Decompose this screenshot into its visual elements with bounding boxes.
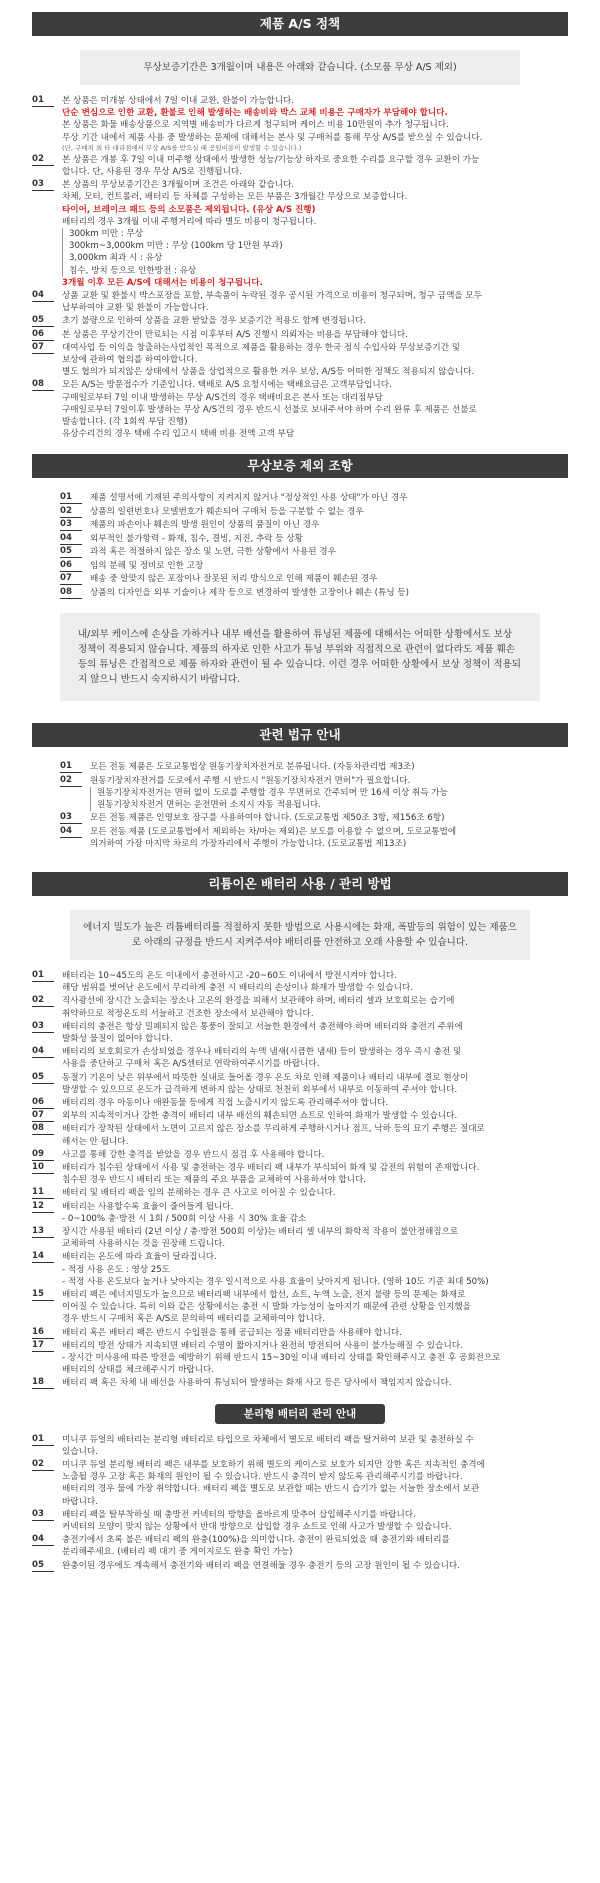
sub-line: 3,000km 최과 시 : 유상	[69, 253, 163, 264]
item-text	[62, 1459, 568, 1508]
item-number: 01	[32, 1434, 54, 1446]
item-number: 06	[60, 560, 82, 572]
sub-line: 원동기장치자전거 면허는 운전면허 소지시 자동 적용됩니다.	[97, 800, 321, 811]
item-line: 발송합니다. (각 1회씩 부담 진행)	[62, 417, 188, 428]
item-text	[62, 1560, 568, 1572]
sub-line: 300km 미만 : 무상	[69, 229, 144, 240]
sub-line: 원동기장치자전거는 면허 없이 도로를 주행할 경우 무면허로 간주되며 만 16세 이상 취득 가능	[97, 787, 448, 798]
list-item	[32, 1226, 568, 1250]
item-line: 배터리 팩을 탈부착하실 때 충방전 커넥터의 방향을 올바르게 맞추어 삽입해주시기를 바랍니다.	[62, 1509, 416, 1520]
list-item	[32, 1187, 568, 1199]
list-item	[32, 1046, 568, 1070]
item-line: 배터리의 충전은 항상 밀폐되지 않은 통풍이 잘되고 서늘한 환경에서 충전해야 하며 배터리와 충전기 주위에	[62, 1021, 463, 1032]
item-text	[62, 1162, 568, 1186]
item-number: 06	[32, 329, 54, 341]
item-line: 보상에 관하여 협의를 하여야합니다.	[62, 355, 198, 366]
list-item	[32, 379, 568, 440]
list-item	[32, 329, 568, 341]
sub-line: 300km~3,000km 미만 : 무상 (100km 당 1만원 부과)	[69, 241, 283, 252]
item-text	[62, 1226, 568, 1250]
item-number: 02	[60, 506, 82, 518]
item-line: 초기 불량으로 인하여 상품을 교환 받았을 경우 보증기간 적용도 함께 변경됩니다.	[62, 316, 367, 327]
sub-list	[90, 787, 540, 811]
item-text: 제품 설명서에 기재된 주의사항이 지켜지지 않거나 "정상적인 사용 상태"가 아닌 경우	[90, 493, 408, 504]
list-item	[60, 761, 540, 773]
item-line: 배터리가 침수된 상태에서 사용 및 충전하는 경우 배터리 팩 내부가 부식되어 화재 및 감전의 위험이 존재합니다.	[62, 1162, 480, 1173]
item-number: 08	[60, 587, 82, 599]
list-item	[32, 342, 568, 379]
item-line: 배터리는 10~45도의 온도 이내에서 충전하시고 -20~60도 이내에서 방전시켜야 합니다.	[62, 970, 397, 981]
list-item	[32, 1110, 568, 1122]
list-item	[32, 1149, 568, 1161]
item-line: 커넥터의 모양이 맞지 않는 상황에서 반대 방향으로 삽입할 경우 쇼트로 인해 사고가 발생할 수 있습니다.	[62, 1522, 452, 1533]
laws-list	[60, 761, 540, 849]
item-line: 대여사업 등 이익을 창출하는사업적인 목적으로 제품을 활용하는 경우 한국 정식 수입사와 무상보증기간 및	[62, 342, 461, 353]
item-line: 배터리의 경우 3개월 이내 주행거리에 따라 별도 비용이 청구됩니다.	[62, 216, 317, 227]
list-item	[32, 1162, 568, 1186]
item-line: 미니쿠 듀얼 분리형 배터리 팩은 내부를 보호하기 위해 별도의 케이스로 보호가 되지만 강한 혹은 지속적인 충격에	[62, 1460, 485, 1471]
item-line: 취약하므로 적정온도의 서늘하고 건조한 장소에서 보관해야 합니다.	[62, 1008, 314, 1019]
item-number: 01	[60, 761, 82, 773]
item-text	[62, 1046, 568, 1070]
list-item	[32, 1072, 568, 1096]
list-item	[32, 995, 568, 1019]
item-number: 03	[60, 812, 82, 824]
item-text: 외부적인 불가항력 - 화재, 침수, 결빙, 지진, 추락 등 상황	[90, 533, 303, 544]
section-title-battery: 리튬이온 배터리 사용 / 관리 방법	[32, 872, 568, 896]
item-number: 09	[32, 1149, 54, 1161]
item-text	[62, 154, 568, 178]
tuning-notice: 내/외부 케이스에 손상을 가하거나 내부 배선을 활용하여 튜닝된 제품에 대해서는 어떠한 상황에서도 보상 정책이 적용되지 않습니다. 제품의 하자로 인한 사고가 튜닝 부위와 직접적으로 관련이 없다라도 제품 훼손 등의 튜닝은 간접적으로 제품 하자와 관련이 될 수 있습니다. 이런 경우 어떠한 상황에서 보상 정책이 적용되지 않으니 반드시 숙지하시기 바랍니다.	[60, 613, 540, 701]
list-item	[32, 1560, 568, 1572]
item-text	[62, 1327, 568, 1339]
list-item	[32, 1327, 568, 1339]
item-line: 납부하여야 교환 및 환불이 가능합니다.	[62, 303, 209, 314]
item-line: 발생할 수 있으므로 온도가 급격하게 변하지 않는 상태로 천천히 외부에서 내부로 이동하여 주셔야 합니다.	[62, 1084, 458, 1095]
list-item	[32, 1123, 568, 1147]
item-line: 분리해주세요. (배터리 팩 대기 중 게이지로도 완충 확인 가능)	[62, 1547, 293, 1558]
item-line: 본 상품은 무상기간이 만료되는 시점 이후부터 A/S 진행시 의뢰자는 비용을 부담해야 합니다.	[62, 329, 408, 340]
item-number: 03	[32, 179, 54, 191]
list-item	[32, 1289, 568, 1326]
item-number: 07	[32, 342, 54, 354]
item-number: 05	[60, 546, 82, 558]
item-line: 해서는 안 됩니다.	[62, 1136, 129, 1147]
item-number: 03	[32, 1509, 54, 1521]
item-number: 02	[32, 1459, 54, 1471]
exclusions-list	[60, 492, 540, 599]
item-text	[90, 826, 540, 850]
item-line: 타이어, 브레이크 패드 등의 소모품은 제외됩니다. (유상 A/S 진행)	[62, 204, 316, 215]
list-item	[60, 506, 540, 519]
item-line: 유상수리건의 경우 택배 수리 입고시 택배 비용 전액 고객 부담	[62, 429, 295, 440]
item-number: 02	[60, 775, 82, 787]
item-line: 경우 반드시 구매처 혹은 A/S로 문의하여 배터리를 교체하여야 합니다.	[62, 1314, 325, 1325]
item-line: 있습니다.	[62, 1446, 98, 1457]
item-number: 04	[32, 290, 54, 302]
item-text	[62, 1251, 568, 1288]
item-line: 배터리의 상태를 체크해주시기 바랍니다.	[62, 1365, 215, 1376]
item-line: 침수된 경우 반드시 배터리 또는 제품의 주요 부품을 교체하여 사용하셔야 합니다.	[62, 1175, 367, 1186]
item-number: 03	[32, 1021, 54, 1033]
item-text	[62, 379, 568, 440]
list-item	[32, 1509, 568, 1533]
warranty-notice: 무상보증기간은 3개월이며 내용은 아래와 같습니다. (소모품 무상 A/S 제외)	[80, 50, 520, 85]
list-item	[32, 1459, 568, 1508]
item-line: 완충이된 경우에도 계속해서 충전기와 배터리 팩을 연결해둘 경우 충전기 등의 고장 원인이 될 수 있습니다.	[62, 1560, 460, 1571]
item-number: 12	[32, 1201, 54, 1213]
item-text	[62, 1149, 568, 1161]
item-text	[62, 95, 568, 153]
item-text: 배송 중 알맞지 않은 포장이나 잘못된 처리 방식으로 인해 제품이 훼손된 경우	[90, 574, 378, 585]
list-item	[60, 546, 540, 559]
item-number: 16	[32, 1327, 54, 1339]
item-line: 배터리 혹은 배터리 팩은 반드시 수입원을 통해 공급되는 정품 배터리만을 사용해야 합니다.	[62, 1327, 402, 1338]
item-line: 미니쿠 듀얼의 배터리는 분리형 배터리로 타입으로 차체에서 별도로 배터리 팩을 탈거하여 보관 및 충전하실 수	[62, 1434, 474, 1445]
item-number: 11	[32, 1187, 54, 1199]
item-line: 이어질 수 있습니다. 특히 이와 같은 상황에서는 충전 시 발화 가능성이 높아지기 때문에 관련 상황을 인지했을	[62, 1302, 471, 1313]
list-item	[32, 1201, 568, 1225]
item-number: 17	[32, 1340, 54, 1352]
item-number: 07	[60, 573, 82, 585]
item-text	[62, 1289, 568, 1326]
item-line: 배터리의 경우 아동이나 애완동물 등에게 직접 노출시키지 않도록 관리해주셔야 합니다.	[62, 1097, 389, 1108]
battery-notice: 에너지 밀도가 높은 리튬배터리를 적절하지 못한 방법으로 사용시에는 화재, 폭발등의 위험이 있는 제품으로 아래의 규정을 반드시 지켜주셔야 배터리를 안전하고 오래 사용할 수 있습니다.	[70, 910, 530, 960]
item-text	[90, 761, 540, 773]
list-item	[60, 587, 540, 600]
item-text	[62, 1110, 568, 1122]
item-number: 05	[32, 315, 54, 327]
list-item	[32, 1377, 568, 1389]
item-line: 본 상품은 개봉 후 7일 이내 미주행 상태에서 발생한 성능/기능상 하자로 중요한 수리를 요구할 경우 교환이 가능	[62, 154, 480, 165]
item-line: 3개월 이후 모든 A/S에 대해서는 비용이 청구됩니다.	[62, 277, 263, 288]
item-line: 모든 전동 제품은 인명보호 장구를 사용하여야 합니다. (도로교통법 제50조 3항, 제156조 6항)	[90, 813, 445, 824]
item-line: 본 상품은 미개봉 상태에서 7일 이내 교환, 환불이 가능합니다.	[62, 96, 295, 106]
battery-list	[32, 970, 568, 1390]
item-number: 01	[60, 492, 82, 504]
list-item	[32, 95, 568, 153]
item-number: 04	[32, 1534, 54, 1546]
item-line: 배터리의 방전 상태가 지속되면 배터리 수명이 짧아지거나 완전히 방전되어 사용이 불가능해질 수 있습니다.	[62, 1340, 463, 1351]
item-line: 모든 전동 제품 (도로교통법에서 제외하는 차/마는 제외)은 보도를 이용할 수 없으며, 도로교통법에	[90, 826, 457, 837]
item-number: 01	[32, 970, 54, 982]
section-title-as-policy: 제품 A/S 정책	[32, 12, 568, 36]
list-item	[60, 775, 540, 812]
list-item	[60, 573, 540, 586]
item-number: 01	[32, 95, 54, 107]
item-text	[62, 329, 568, 341]
item-line: 단순 변심으로 인한 교환, 환불로 인해 발생하는 배송비와 박스 교체 비용은 구매자가 부담해야 합니다.	[62, 108, 448, 119]
item-line: 바랍니다.	[62, 1496, 98, 1507]
list-item	[60, 560, 540, 573]
item-text	[62, 1340, 568, 1377]
item-line: 직사광선에 장시간 노출되는 장소나 고온의 환경을 피해서 보관해야 하며, 배터리 셀과 보호회로는 습기에	[62, 996, 455, 1007]
item-number: 04	[60, 533, 82, 545]
item-text: 임의 분해 및 정비로 인한 고장	[90, 560, 204, 571]
list-item	[32, 179, 568, 289]
item-line: 배터리는 사용할수록 효율이 줄어들게 됩니다.	[62, 1201, 234, 1212]
item-number: 18	[32, 1377, 54, 1389]
list-item	[60, 533, 540, 546]
item-text: 상품의 일련번호나 모델번호가 훼손되어 구매처 등을 구분할 수 없는 경우	[90, 506, 364, 517]
item-number: 13	[32, 1226, 54, 1238]
item-line: - 적정 사용 온도 : 영상 25도	[62, 1264, 171, 1275]
sub-line: 침수, 방치 등으로 인한방전 : 유상	[69, 265, 197, 276]
item-line: 무상 기간 내에서 제품 사용 중 발생하는 문제에 대해서는 본사 및 구매처를 통해 무상 A/S를 받으실 수 있습니다.	[62, 132, 483, 143]
item-line: 본 상품은 화물 배송상품으로 지역별 배송비가 다르게 청구되며 케이스 비용 10만원이 추가 청구됩니다.	[62, 120, 449, 131]
item-text	[62, 1201, 568, 1225]
removable-battery-list	[32, 1434, 568, 1572]
item-text	[62, 1187, 568, 1199]
item-line: 상품 교환 및 환불시 박스포장을 포함, 부속품이 누락된 경우 공시된 가격으로 비용이 청구되며, 청구 금액을 모두	[62, 291, 483, 302]
item-text	[62, 179, 568, 289]
list-item	[32, 1021, 568, 1045]
list-item	[32, 1434, 568, 1458]
list-item	[60, 812, 540, 824]
item-line: - 장시간 미사용에 따른 방전을 예방하기 위해 반드시 15~30일 이내 배터리 상태를 확인해주시고 충전 후 공회전으로	[62, 1353, 501, 1363]
item-line: 의거하여 가장 마지막 차로의 가장자리에서 주행이 가능합니다. (도로교통법 제13조)	[90, 838, 407, 849]
item-text	[62, 290, 568, 314]
item-line: 발화성 물질이 없어야 합니다.	[62, 1033, 173, 1044]
item-line: 구매일로부터 7일 이내 발생하는 무상 A/S건의 경우 택배비요은 본사 또는 대리점부담	[62, 392, 383, 403]
item-line: 차체, 모터, 컨트롤러, 배터리 등 차체를 구성하는 모든 부품은 3개월간 무상으로 보증합니다.	[62, 192, 408, 203]
item-line: 해당 범위를 벗어난 온도에서 무리하게 충전 시 배터리의 손상이나 화재가 발생할 수 있습니다.	[62, 983, 413, 994]
item-line: 별도 협의가 되지않은 상태에서 상품을 상업적으로 활용한 거우 보상, A/S등 어떠한 정책도 적용되지 않습니다.	[62, 367, 475, 378]
item-number: 02	[32, 154, 54, 166]
item-text	[62, 1097, 568, 1109]
item-line: 배터리가 장착된 상태에서 노면이 고르지 않은 장소를 무리하게 주행하시거나 점프, 낙하 등의 묘기 주행은 절대로	[62, 1124, 485, 1135]
item-line: 배터리 팩은 에너지밀도가 높으므로 배터리팩 내부에서 합선, 쇼트, 누액 노출, 전지 불량 등의 문제는 화재로	[62, 1289, 466, 1300]
item-line: - 적정 사용 온도보다 높거나 낮아지는 경우 일시적으로 사용 효율이 낮아지게 됩니다. (영하 10도 기준 최대 50%)	[62, 1276, 489, 1287]
item-number: 14	[32, 1251, 54, 1263]
sub-list	[62, 228, 568, 277]
item-line: (단, 구매처 외 타 대리점에서 무상 A/S를 받으실 때 공임비용이 발생할 수 있습니다.)	[62, 143, 302, 152]
list-item	[60, 826, 540, 850]
list-item	[32, 1340, 568, 1377]
item-line: 장시간 사용된 배터리 (2년 이상 / 충·방전 500회 이상)는 배터리 셀 내부의 화학적 작용이 불안정해짐으로	[62, 1226, 459, 1237]
item-text	[90, 775, 540, 812]
item-number: 08	[32, 379, 54, 391]
item-text	[62, 1072, 568, 1096]
section-title-removable-battery: 분리형 배터리 관리 안내	[215, 1404, 385, 1424]
list-item	[32, 1097, 568, 1109]
section-title-laws: 관련 법규 안내	[32, 723, 568, 747]
item-text	[62, 1509, 568, 1533]
item-line: 배터리 팩 혹은 차체 내 배선을 사용하여 튜닝되어 발생하는 화재 사고 등은 당사에서 책임지지 않습니다.	[62, 1378, 452, 1389]
item-text: 과적 혹은 적절하지 않은 장소 및 노면, 극한 상황에서 사용된 경우	[90, 547, 336, 558]
list-item	[60, 519, 540, 532]
item-text: 제품의 파손이나 훼손의 발생 원인이 상품의 품질이 아닌 경우	[90, 520, 320, 531]
item-line: 배터리의 경우 물에 가장 취약합니다. 배터리 팩을 별도로 보관할 때는 반드시 습기가 없는 서늘한 장소에서 보관	[62, 1484, 480, 1495]
item-text	[62, 1434, 568, 1458]
item-text	[62, 1123, 568, 1147]
item-line: 본 상품의 무상보증기간은 3개월이며 조건은 아래와 같습니다.	[62, 180, 295, 191]
list-item	[32, 290, 568, 314]
item-text	[62, 995, 568, 1019]
item-line: 외부의 지속적이거나 강한 충격이 배터리 내부 배선의 훼손되면 쇼트로 인하여 화재가 발생할 수 있습니다.	[62, 1111, 458, 1122]
list-item	[32, 1251, 568, 1288]
item-number: 07	[32, 1110, 54, 1122]
item-line: 배터리의 보호회로가 손상되었을 경우나 배터리의 누액 냄새(시큼한 냄새) 등이 발생하는 경우 즉시 충전 및	[62, 1047, 462, 1058]
section-title-exclusions: 무상보증 제외 조항	[32, 454, 568, 478]
item-text: 상품의 디자인을 외부 기술이나 제작 등으로 변경하여 발생한 고장이나 훼손 (튜닝 등)	[90, 587, 410, 598]
item-number: 03	[60, 519, 82, 531]
item-text	[62, 1021, 568, 1045]
item-line: 노출될 경우 고장 혹은 화재의 원인이 될 수 있습니다. 반드시 충격이 받지 않도록 관리해주시기를 바랍니다.	[62, 1472, 463, 1483]
item-line: 모든 전동 제품은 도로교통법상 원동기장치자전거로 분류됩니다. (자동차관리법 제3조)	[90, 762, 415, 773]
item-line: 교체하여 사용하시는 것을 권장해 드립니다.	[62, 1239, 226, 1250]
item-line: 사용을 중단하고 구매처 혹은 A/S센터로 연락하여주시기를 바랍니다.	[62, 1059, 320, 1070]
item-text	[90, 812, 540, 824]
item-number: 08	[32, 1123, 54, 1135]
list-item	[32, 154, 568, 178]
item-number: 02	[32, 995, 54, 1007]
item-text	[62, 342, 568, 379]
item-line: 배터리 및 배터리 팩을 임의 분해하는 경우 큰 사고로 이어질 수 있습니다.	[62, 1188, 336, 1199]
item-number: 04	[32, 1046, 54, 1058]
list-item	[32, 315, 568, 327]
item-line: 사고를 통해 강한 충격을 받았을 경우 반드시 점검 후 사용해야 합니다.	[62, 1149, 325, 1160]
item-line: 충전기에서 초록 불은 배터리 팩의 완충(100%)을 의미합니다. 충전이 완료되었을 때 충전기와 배터리를	[62, 1535, 450, 1546]
item-line: 모든 A/S는 방문접수가 기준입니다. 택배로 A/S 요청시에는 택배요금은 고객부담입니다.	[62, 380, 392, 391]
item-number: 15	[32, 1289, 54, 1301]
item-line: 원동기장치자전거를 도로에서 주행 시 반드시 "원동기장치자전거 면허"가 필요합니다.	[90, 775, 411, 786]
item-number: 10	[32, 1162, 54, 1174]
item-line: 구매일로부터 7일이후 발생하는 무상 A/S건의 경우 반드시 선불로 보내주셔야 하며 수리 완류 후 제품은 선불로	[62, 404, 477, 415]
item-number: 04	[60, 826, 82, 838]
item-text	[62, 1534, 568, 1558]
list-item	[32, 1534, 568, 1558]
item-text	[62, 315, 568, 327]
item-line: 동절기 기온이 낮은 위부에서 따뜻한 실내로 들어올 경우 온도 차로 인해 제품이나 배터리 내부에 결로 현상이	[62, 1072, 469, 1083]
item-line: 합니다. 단, 사용된 경우 무상 A/S로 진행됩니다.	[62, 167, 242, 178]
as-policy-list	[32, 95, 568, 440]
item-line: - 0~100% 충·방전 시 1회 / 500회 이상 사용 시 30% 효율 감소	[62, 1213, 307, 1224]
item-number: 06	[32, 1097, 54, 1109]
item-text	[62, 970, 568, 994]
item-number: 05	[32, 1072, 54, 1084]
item-text	[62, 1377, 568, 1389]
item-line: 배터리는 온도에 따라 효율이 달라집니다.	[62, 1252, 217, 1263]
list-item	[60, 492, 540, 505]
item-number: 05	[32, 1560, 54, 1572]
list-item	[32, 970, 568, 994]
